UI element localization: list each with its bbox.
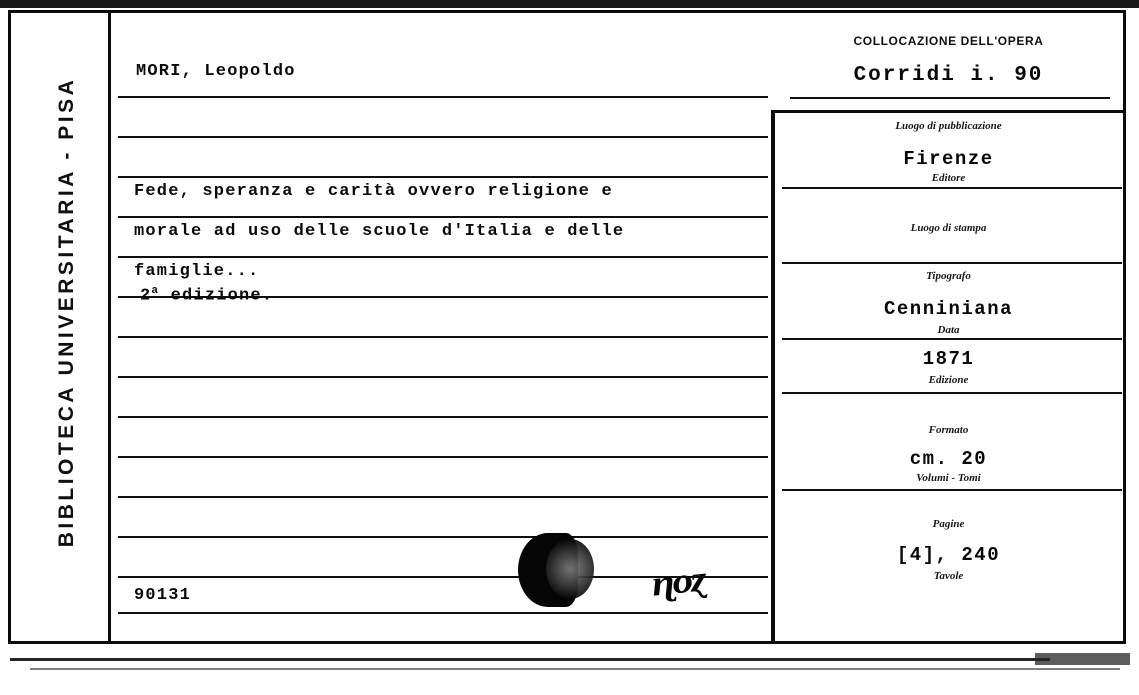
handwritten-mark: ɳoɀ [649, 558, 707, 604]
ruled-line [118, 612, 768, 614]
stamp-ring [546, 539, 594, 599]
ruled-line [118, 496, 768, 498]
scan-edge-bottom [0, 648, 1139, 695]
title-line-3: famiglie... [134, 262, 260, 281]
inventory-number: 90131 [134, 586, 192, 605]
field-sublabel-edizione: Edizione [928, 374, 969, 386]
field-sublabel-tipografo: Tipografo [926, 270, 971, 282]
field-value-pagine: [4], 240 [896, 544, 1001, 566]
field-rule [782, 489, 1122, 491]
ruled-line [118, 216, 768, 218]
field-sublabel-volumi-tomi: Volumi - Tomi [916, 472, 981, 484]
field-sublabel-editore: Editore [931, 172, 966, 184]
ink-stamp [518, 533, 596, 609]
ruled-line [118, 256, 768, 258]
ruled-line [118, 456, 768, 458]
field-value-data: 1871 [922, 348, 975, 370]
ruled-line [118, 376, 768, 378]
field-value-tipografo: Cenniniana [883, 298, 1014, 320]
scan-edge-top [0, 0, 1139, 8]
field-label-luogo-stampa: Luogo di stampa [910, 222, 987, 234]
smudge [10, 658, 1050, 661]
ruled-line [118, 176, 768, 178]
field-rule [782, 392, 1122, 394]
field-rule [782, 338, 1122, 340]
title-line-1: Fede, speranza e carità ovvero religione e [134, 182, 613, 201]
shelfmark-heading: COLLOCAZIONE DELL'OPERA [853, 34, 1044, 48]
field-label-formato: Formato [928, 424, 969, 436]
author-text: MORI, Leopoldo [136, 62, 296, 81]
ruled-line [118, 96, 768, 98]
right-column-top-rule [771, 110, 1126, 113]
left-margin-rule [108, 13, 111, 641]
field-rule [782, 187, 1122, 189]
shelfmark-underline [790, 97, 1110, 99]
field-label-pagine: Pagine [932, 518, 965, 530]
field-rule [782, 262, 1122, 264]
smudge [30, 668, 1120, 670]
smudge [1035, 653, 1130, 665]
ruled-line [118, 136, 768, 138]
field-sublabel-tavole: Tavole [933, 570, 964, 582]
ruled-line [118, 336, 768, 338]
title-line-2: morale ad uso delle scuole d'Italia e delle [134, 222, 625, 241]
field-label-luogo-pubblicazione: Luogo di pubblicazione [895, 120, 1002, 132]
title-line-4: 2$^a$ edizione. [140, 285, 274, 306]
field-sublabel-data: Data [937, 324, 960, 336]
ruled-line [118, 416, 768, 418]
field-value-luogo-pubblicazione: Firenze [903, 148, 994, 170]
shelfmark-value: Corridi i. 90 [853, 64, 1044, 87]
field-value-formato: cm. 20 [909, 448, 988, 470]
library-vertical-label: BIBLIOTECA UNIVERSITARIA - PISA [55, 76, 78, 548]
ruled-line [118, 536, 768, 538]
